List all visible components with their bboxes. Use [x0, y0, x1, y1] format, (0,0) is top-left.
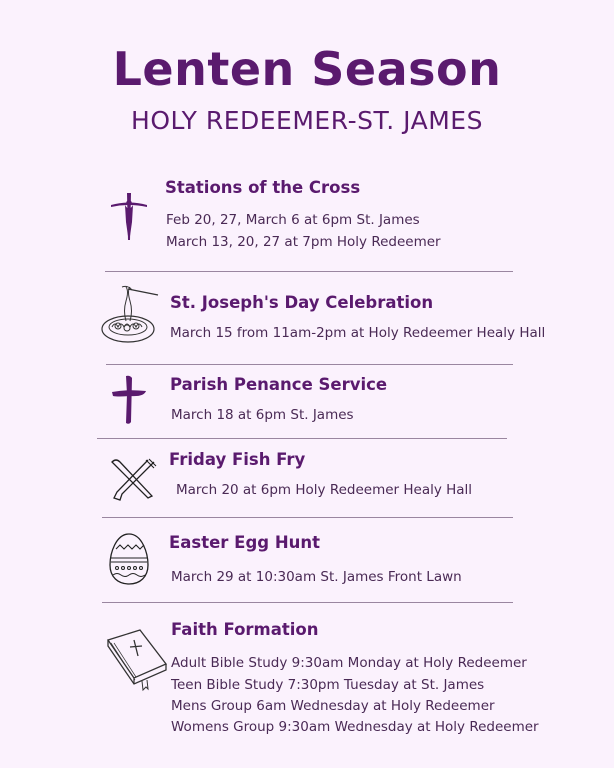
easter-egg-icon: [108, 531, 150, 587]
crucifix-icon: [108, 192, 150, 242]
divider: [106, 364, 513, 365]
event-detail: March 20 at 6pm Holy Redeemer Healy Hall: [176, 482, 473, 498]
event-detail: March 15 from 11am-2pm at Holy Redeemer Healy Hall: [170, 325, 546, 341]
event-detail: Mens Group 6am Wednesday at Holy Redeemer: [171, 698, 495, 714]
event-title-stations: Stations of the Cross: [165, 178, 361, 197]
event-title-penance: Parish Penance Service: [170, 375, 388, 394]
event-detail: Womens Group 9:30am Wednesday at Holy Redeemer: [171, 719, 539, 735]
divider: [102, 602, 513, 603]
event-detail: March 29 at 10:30am St. James Front Lawn: [171, 569, 462, 585]
event-title-fish-fry: Friday Fish Fry: [169, 450, 306, 469]
event-title-egg-hunt: Easter Egg Hunt: [169, 533, 321, 552]
event-title-st-joseph: St. Joseph's Day Celebration: [170, 293, 434, 312]
holy-bible-icon: [104, 626, 168, 692]
divider: [97, 438, 507, 439]
event-detail: Feb 20, 27, March 6 at 6pm St. James: [166, 212, 420, 228]
event-detail: Teen Bible Study 7:30pm Tuesday at St. James: [171, 677, 485, 693]
event-detail: March 18 at 6pm St. James: [171, 407, 354, 423]
event-detail: March 13, 20, 27 at 7pm Holy Redeemer: [166, 234, 441, 250]
divider: [102, 517, 513, 518]
event-detail: Adult Bible Study 9:30am Monday at Holy Redeemer: [171, 655, 527, 671]
divider: [105, 271, 513, 272]
fork-knife-icon: [108, 458, 158, 502]
pasta-plate-icon: [100, 285, 164, 347]
page-subtitle: HOLY REDEEMER-ST. JAMES: [131, 106, 483, 135]
event-title-faith-formation: Faith Formation: [171, 620, 319, 639]
page-title: Lenten Season: [112, 42, 502, 96]
cross-icon: [110, 374, 148, 426]
